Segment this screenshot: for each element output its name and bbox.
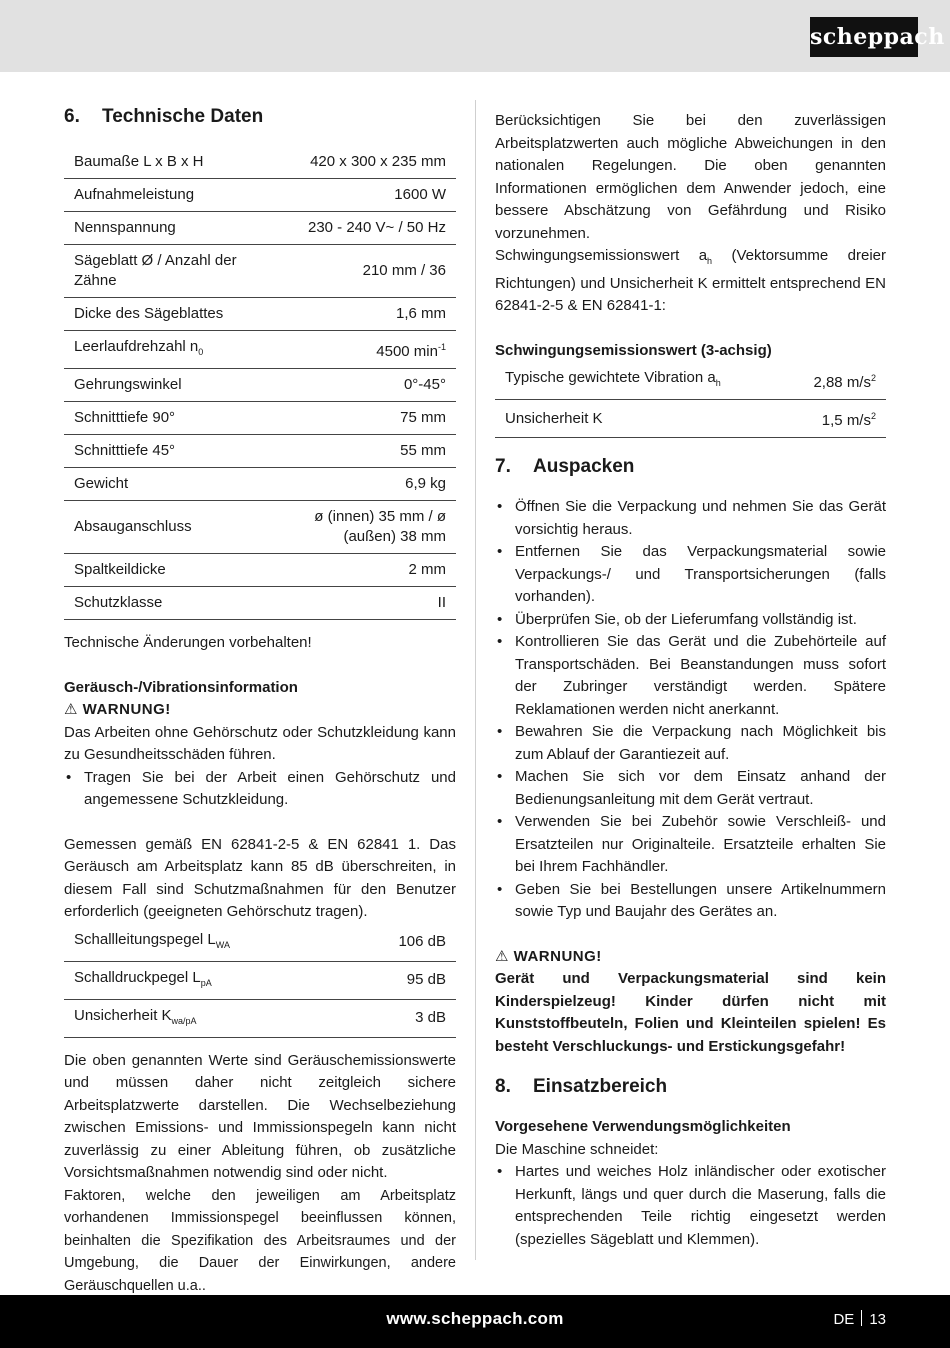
vib-text-sub: h — [707, 256, 713, 266]
website-link[interactable]: www.scheppach.com — [386, 1309, 564, 1328]
row-label — [64, 245, 286, 298]
value-text: 230 - 240 V~ / 50 Hz — [307, 219, 446, 236]
row-label — [64, 587, 286, 620]
table-row — [64, 369, 456, 402]
warning-label: ⚠ WARNUNG! — [495, 947, 602, 965]
page-number: 13 — [869, 1311, 886, 1328]
table-row — [495, 362, 886, 400]
row-label — [495, 400, 785, 438]
measured-text: Gemessen gemäß EN 62841-2-5 & EN 62841 1. Das Geräusch am Arbeitsplatz kann 85 dB überschreiten, in diesem Fall sind Schutzmaßnahmen für den Benutzer erforderlich (geeigneten Gehörschutz tragen). — [64, 835, 456, 920]
label-text: Schnitttiefe 90° — [74, 409, 176, 426]
section-8-heading — [495, 1076, 886, 1098]
usage-intro: Die Maschine schneidet: — [495, 1140, 659, 1158]
table-row — [64, 179, 456, 212]
value-text: 210 mm / 36 — [362, 262, 446, 279]
vib-text-b: (Vektorsumme dreier Richtungen) und Unsicherheit K ermittelt entsprechend EN 62841-2-5 & EN 62841-1: — [495, 247, 886, 314]
row-label — [64, 501, 286, 554]
row-label — [64, 961, 347, 999]
value-text: 420 x 300 x 235 mm — [310, 153, 446, 170]
label-text: Schalldruckpegel L — [74, 968, 201, 986]
table-row — [64, 402, 456, 435]
header-bar — [0, 0, 950, 72]
emission-text: Die oben genannten Werte sind Geräuschemissionswerte und müssen daher nicht zeitgleich sichere Arbeitsplatzwerte darstellen. Die Wechselbeziehung zwischen Emissions- und Immissionspegeln kann nicht zuverlässig zu einer Ableitung führen, ob zusätzliche Vorsichtsmaßnahmen notwendig sind oder nicht. — [64, 1051, 456, 1181]
row-value — [347, 961, 456, 999]
table-row — [495, 400, 886, 438]
row-label — [64, 468, 286, 501]
table-row — [64, 961, 456, 999]
value-text: 0°-45° — [403, 376, 446, 393]
vibration-heading: Schwingungsemissionswert (3-achsig) — [495, 341, 772, 359]
changes-note: Technische Änderungen vorbehalten! — [64, 634, 312, 651]
label-subscript: WA — [215, 939, 230, 950]
row-value — [785, 400, 886, 438]
row-value — [785, 362, 886, 400]
list-item: • Entfernen Sie das Verpackungsmaterial sowie Verpackungs-/ und Transportsicherungen (falls vorhanden). — [495, 541, 886, 609]
row-value — [347, 924, 456, 962]
label-text: Gehrungswinkel — [74, 376, 182, 393]
row-value — [286, 179, 456, 212]
label-subscript: pA — [200, 977, 212, 988]
list-item: • Kontrollieren Sie das Gerät und die Zubehörteile auf Transportschäden. Bei Beanstandungen muss sofort der Zubringer verständigt werden. Spätere Reklamationen werden nicht anerkannt. — [495, 631, 886, 721]
list-item: • Verwenden Sie bei Zubehör sowie Verschleiß- und Ersatzteilen nur Originalteile. Ersatzteile erhalten Sie bei Ihrem Fachhändler. — [495, 811, 886, 879]
value-text: 2,88 m/s — [813, 374, 871, 391]
row-value — [347, 999, 456, 1037]
page-indicator — [833, 1310, 886, 1328]
row-value — [286, 369, 456, 402]
noise-warning-text: Das Arbeiten ohne Gehörschutz oder Schutzkleidung kann zu Gesundheitsschäden führen. — [64, 723, 456, 763]
row-value — [286, 468, 456, 501]
label-text: Aufnahmeleistung — [74, 186, 195, 203]
row-value — [286, 298, 456, 331]
row-label — [64, 331, 286, 369]
factors-text: Faktoren, welche den jeweiligen am Arbeitsplatz vorhandenen Immissionspegel beeinflussen können, beinhalten die Spezifikation des Arbeitsraumes und der Umgebung, die Dauer der Einwirkungen, andere Geräuschquellen u.a.. — [64, 1187, 456, 1294]
language-code: DE — [833, 1311, 855, 1328]
table-row — [64, 468, 456, 501]
value-text: 75 mm — [400, 409, 446, 426]
warning-label: ⚠ WARNUNG! — [64, 701, 171, 718]
label-text: Typische gewichtete Vibration a — [505, 369, 716, 386]
section-6-heading — [64, 106, 456, 128]
row-label — [64, 999, 347, 1037]
row-value — [286, 212, 456, 245]
list-item: • Tragen Sie bei der Arbeit einen Gehörschutz und angemessene Schutzkleidung. — [64, 767, 456, 812]
row-label — [64, 435, 286, 468]
label-text: Gewicht — [74, 475, 129, 492]
table-row — [64, 501, 456, 554]
row-label — [64, 179, 286, 212]
label-text: Spaltkeildicke — [74, 561, 166, 578]
list-item: • Überprüfen Sie, ob der Lieferumfang vollständig ist. — [495, 609, 886, 632]
section-number: 7. — [495, 456, 511, 477]
section-title: Auspacken — [533, 456, 635, 477]
row-value — [286, 554, 456, 587]
value-text: 3 dB — [415, 1009, 446, 1026]
technical-data-table — [64, 146, 456, 620]
value-text: 2 mm — [408, 561, 446, 578]
left-column — [64, 98, 456, 1297]
table-row — [64, 298, 456, 331]
label-subscript: 0 — [198, 347, 204, 357]
footer-bar — [0, 1295, 950, 1348]
label-text: Baumaße L x B x H — [74, 153, 204, 170]
label-text: Absauganschluss — [74, 518, 192, 535]
label-subscript: wa/pA — [171, 1015, 197, 1026]
label-text: Leerlaufdrehzahl n — [74, 338, 199, 355]
row-label — [64, 298, 286, 331]
value-text: ø (innen) 35 mm / ø (außen) 38 mm — [314, 508, 446, 545]
table-row — [64, 924, 456, 962]
row-label — [64, 212, 286, 245]
label-text: Nennspannung — [74, 219, 176, 236]
value-text: 4500 min — [376, 343, 438, 360]
section-title: Technische Daten — [102, 106, 264, 127]
noise-bullet-list — [64, 767, 456, 812]
noise-table — [64, 924, 456, 1038]
row-label — [64, 924, 347, 962]
intro-text: Berücksichtigen Sie bei den zuverlässigen Arbeitsplatzwerten auch mögliche Abweichungen in den nationalen Regelungen. Die oben genannten Informationen ermöglichen dem Anwender jedoch, eine bessere Abschätzung von Gefährdung und Risiko vorzunehmen. — [495, 112, 886, 242]
section-number: 8. — [495, 1076, 511, 1097]
row-value — [286, 146, 456, 179]
value-text: 55 mm — [400, 442, 446, 459]
usage-subheading: Vorgesehene Verwendungsmöglichkeiten — [495, 1118, 791, 1135]
section-title: Einsatzbereich — [533, 1076, 668, 1097]
label-text: Schallleitungspegel L — [74, 930, 216, 948]
brand-logo: scheppach — [810, 17, 918, 57]
row-value — [286, 587, 456, 620]
unpacking-list — [495, 496, 886, 924]
label-text: Unsicherheit K — [505, 409, 603, 427]
right-column — [495, 110, 886, 1251]
column-divider — [475, 100, 476, 1260]
list-item: • Bewahren Sie die Verpackung nach Möglichkeit bis zum Ablauf der Garantiezeit auf. — [495, 721, 886, 766]
table-row — [64, 146, 456, 179]
table-row — [64, 331, 456, 369]
label-text: Schnitttiefe 45° — [74, 442, 176, 459]
list-item: • Öffnen Sie die Verpackung und nehmen Sie das Gerät vorsichtig heraus. — [495, 496, 886, 541]
label-subscript: h — [715, 378, 721, 388]
table-row — [64, 999, 456, 1037]
row-value — [286, 245, 456, 298]
label-text: Unsicherheit K — [74, 1006, 172, 1024]
table-row — [64, 245, 456, 298]
label-text: Sägeblatt Ø / Anzahl der Zähne — [74, 252, 237, 289]
value-text: II — [437, 594, 446, 611]
table-row — [64, 587, 456, 620]
value-superscript: 2 — [870, 411, 876, 421]
table-row — [64, 554, 456, 587]
row-label — [64, 554, 286, 587]
section-7-heading — [495, 456, 886, 478]
row-value — [286, 435, 456, 468]
row-label — [64, 369, 286, 402]
value-text: 1,6 mm — [395, 305, 446, 322]
list-item: • Machen Sie sich vor dem Einsatz anhand der Bedienungsanleitung mit dem Gerät vertraut. — [495, 766, 886, 811]
vibration-table — [495, 362, 886, 438]
row-label — [495, 362, 785, 400]
value-text: 6,9 kg — [405, 475, 446, 492]
usage-list — [495, 1161, 886, 1251]
row-value — [286, 402, 456, 435]
label-text: Schutzklasse — [74, 594, 163, 611]
value-text: 106 dB — [398, 933, 446, 950]
vibration-text — [495, 245, 886, 318]
noise-heading: Geräusch-/Vibrationsinformation — [64, 678, 298, 696]
row-value — [286, 501, 456, 554]
child-warning-text: Gerät und Verpackungsmaterial sind kein Kinderspielzeug! Kinder dürfen nicht mit Kunststoffbeuteln, Folien und Kleinteilen spielen! Es besteht Verschluckungs- und Erstickungsgefahr! — [495, 970, 886, 1055]
row-value — [286, 331, 456, 369]
list-item: • Geben Sie bei Bestellungen unsere Artikelnummern sowie Typ und Baujahr des Gerätes an. — [495, 879, 886, 924]
row-label — [64, 146, 286, 179]
label-text: Dicke des Sägeblattes — [74, 305, 224, 322]
vib-text-a: Schwingungsemissionswert a — [495, 247, 708, 264]
row-label — [64, 402, 286, 435]
value-superscript: 2 — [870, 373, 876, 383]
value-superscript: -1 — [437, 342, 446, 352]
section-number: 6. — [64, 106, 80, 127]
value-text: 1600 W — [394, 186, 446, 203]
value-text: 95 dB — [406, 971, 446, 988]
table-row — [64, 212, 456, 245]
table-row — [64, 435, 456, 468]
list-item: • Hartes und weiches Holz inländischer oder exotischer Herkunft, längs und quer durch die Maserung, falls die entsprechenden Teile richtig eingesetzt werden (spezielles Sägeblatt und Klemmen). — [495, 1161, 886, 1251]
value-text: 1,5 m/s — [821, 412, 871, 429]
